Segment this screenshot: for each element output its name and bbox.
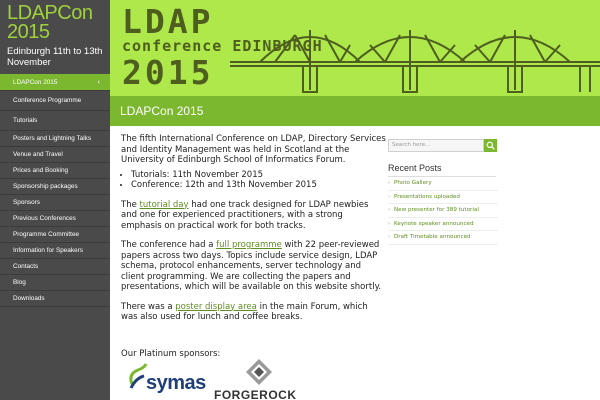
sidebar <box>0 0 110 400</box>
tutorial-paragraph <box>121 200 386 232</box>
recent-post-link[interactable]: › New presenter for 389 tutorial <box>388 204 498 218</box>
main-nav <box>0 74 110 307</box>
tutorial-day-link[interactable]: tutorial day <box>139 199 189 210</box>
banner-heading-ldap: LDAP <box>122 2 214 41</box>
nav-item-conference-programme[interactable]: Conference Programme <box>0 91 110 111</box>
nav-item-contacts[interactable]: Contacts <box>0 259 110 275</box>
recent-post-link[interactable]: › Keynote speaker announced <box>388 218 498 232</box>
poster-display-link[interactable]: poster display area <box>175 301 257 312</box>
nav-item-sponsors[interactable]: Sponsors <box>0 195 110 211</box>
paragraph-text: The <box>121 199 140 210</box>
intro-paragraph: The fifth International Conference on LDAP, Directory Services and Identity Management was held in Scotland at the University of Edinburgh School of Informatics Forum. <box>121 134 386 165</box>
symas-logo[interactable] <box>128 362 206 396</box>
nav-item-label: LDAPCon 2015 <box>13 79 58 86</box>
chevron-left-icon[interactable]: ‹ <box>97 79 100 86</box>
main-content <box>121 134 386 368</box>
page-title: LDAPCon 2015 <box>120 104 204 118</box>
recent-post-link[interactable]: › Photo Gallery <box>388 177 498 191</box>
nav-item-posters[interactable]: Posters and Lightning Talks <box>0 131 110 147</box>
nav-item-sponsorship[interactable]: Sponsorship packages <box>0 179 110 195</box>
paragraph-text: with 22 peer-reviewed papers across two days. Topics include service design, LDAP schema, protocol enhancements, server technology and client programming. We are collecting the papers and presentations, which will be available on this website shortly. <box>121 240 382 292</box>
site-title[interactable]: LDAPCon 2015 <box>7 2 93 43</box>
list-item: • Tutorials: 11th November 2015 <box>131 170 386 181</box>
search-button[interactable] <box>484 139 497 152</box>
symas-wordmark: symas <box>146 372 206 394</box>
forgerock-mark-icon <box>245 358 273 386</box>
sponsors-heading: Our Platinum sponsors: <box>121 348 221 359</box>
recent-post-link[interactable]: › Presentations uploaded <box>388 191 498 205</box>
banner-heading-conference: conference EDINBURGH <box>122 37 323 55</box>
poster-paragraph <box>121 302 386 323</box>
programme-paragraph <box>121 240 386 293</box>
full-programme-link[interactable]: full programme <box>216 240 282 250</box>
forgerock-wordmark[interactable]: FORGEROCK <box>214 388 297 400</box>
list-item: • Conference: 12th and 13th November 2015 <box>131 180 386 191</box>
nav-item-downloads[interactable]: Downloads <box>0 291 110 307</box>
nav-item-venue[interactable]: Venue and Travel <box>0 147 110 163</box>
dates-list <box>131 170 386 191</box>
page-title-bar <box>110 96 600 126</box>
banner-heading-year: 2015 <box>122 53 214 92</box>
recent-post-link[interactable]: › Draft Timetable announced <box>388 231 498 245</box>
nav-item-previous-conferences[interactable]: Previous Conferences <box>0 211 110 227</box>
nav-item-tutorials[interactable]: Tutorials <box>0 111 110 131</box>
recent-posts-list <box>388 177 498 245</box>
nav-item-programme-committee[interactable]: Programme Committee <box>0 227 110 243</box>
nav-item-blog[interactable]: Blog <box>0 275 110 291</box>
paragraph-text: The conference had a <box>121 240 217 250</box>
nav-item-prices[interactable]: Prices and Booking <box>0 163 110 179</box>
paragraph-text: There was a <box>121 301 176 312</box>
search-input[interactable]: Search here... <box>388 139 484 152</box>
search-icon <box>486 141 495 150</box>
paragraph-text: in the main Forum, which was also used for lunch and coffee breaks. <box>121 301 368 322</box>
nav-item-ldapcon-2015[interactable] <box>0 74 110 91</box>
nav-item-speakers[interactable]: Information for Speakers <box>0 243 110 259</box>
symas-swirl-icon <box>128 362 148 392</box>
recent-posts-heading: Recent Posts <box>388 163 442 173</box>
paragraph-text: had one track designed for LDAP newbies and one for experienced practitioners, with a strong emphasis on practical work for both tracks. <box>121 199 369 231</box>
site-description: Edinburgh 11th to 13th November <box>7 46 103 68</box>
header-banner <box>110 0 600 96</box>
sponsor-logos <box>128 358 328 400</box>
